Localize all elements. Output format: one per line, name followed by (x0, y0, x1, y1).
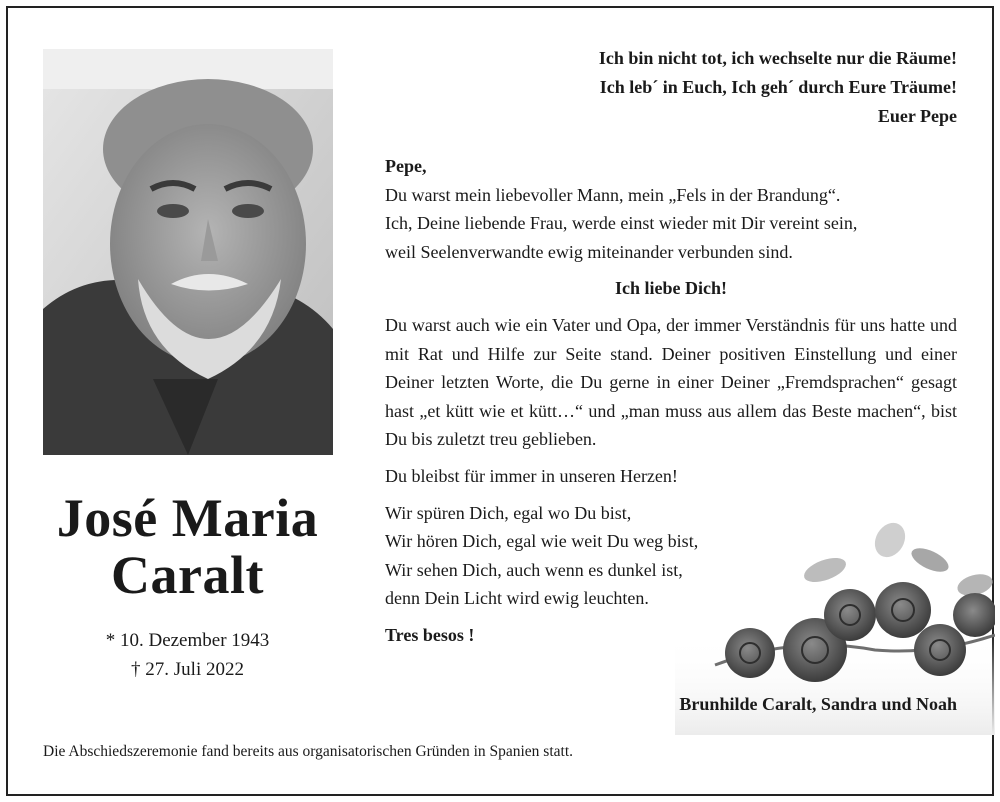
life-dates (20, 626, 355, 684)
poem-line: denn Dein Licht wird ewig leuchten. (385, 588, 649, 609)
name-line-1: José Maria (56, 488, 319, 548)
motto-quote (397, 44, 957, 131)
closing: Tres besos ! (385, 624, 475, 645)
birth-date: * 10. Dezember 1943 (105, 630, 270, 651)
motto-line: Ich bin nicht tot, ich wechselte nur die Räume! (598, 48, 957, 68)
letter-body (385, 152, 957, 650)
paragraph-line: Ich, Deine liebende Frau, werde einst wieder mit Dir vereint sein, (385, 213, 858, 234)
poem-line: Wir spüren Dich, egal wo Du bist, (385, 502, 632, 523)
paragraph-line: weil Seelenverwandte ewig miteinander verbunden sind. (385, 241, 793, 262)
signers: Brunhilde Caralt, Sandra und Noah (679, 694, 957, 714)
deceased-name (20, 490, 355, 604)
name-line-2: Caralt (111, 545, 264, 605)
paragraph-hearts: Du bleibst für immer in unseren Herzen! (385, 465, 678, 486)
portrait-photo (43, 49, 333, 455)
paragraph-father: Du warst auch wie ein Vater und Opa, der immer Verständnis für uns hatte und mit Rat und Hilfe zur Seite stand. Deiner positiven Einstellung und einer Deiner letzten Worte, die Du gerne in einer Deiner „Fremdsprachen“ gesagt hast „et kütt wie et kütt…“ und „man muss aus allem das Beste machen“, bist Du bis zuletzt treu geblieben. (385, 314, 957, 450)
salutation: Pepe, (385, 156, 427, 176)
motto-signature: Euer Pepe (877, 106, 957, 126)
poem-line: Wir sehen Dich, auch wenn es dunkel ist, (385, 559, 683, 580)
death-date: † 27. Juli 2022 (131, 659, 244, 680)
motto-line: Ich leb´ in Euch, Ich geh´ durch Eure Träume! (599, 77, 957, 97)
poem-line: Wir hören Dich, egal wie weit Du weg bist, (385, 531, 699, 552)
paragraph-line: Du warst mein liebevoller Mann, mein „Fels in der Brandung“. (385, 184, 841, 205)
footer-note: Die Abschiedszeremonie fand bereits aus organisatorischen Gründen in Spanien statt. (43, 743, 574, 760)
love-line: Ich liebe Dich! (615, 278, 727, 299)
